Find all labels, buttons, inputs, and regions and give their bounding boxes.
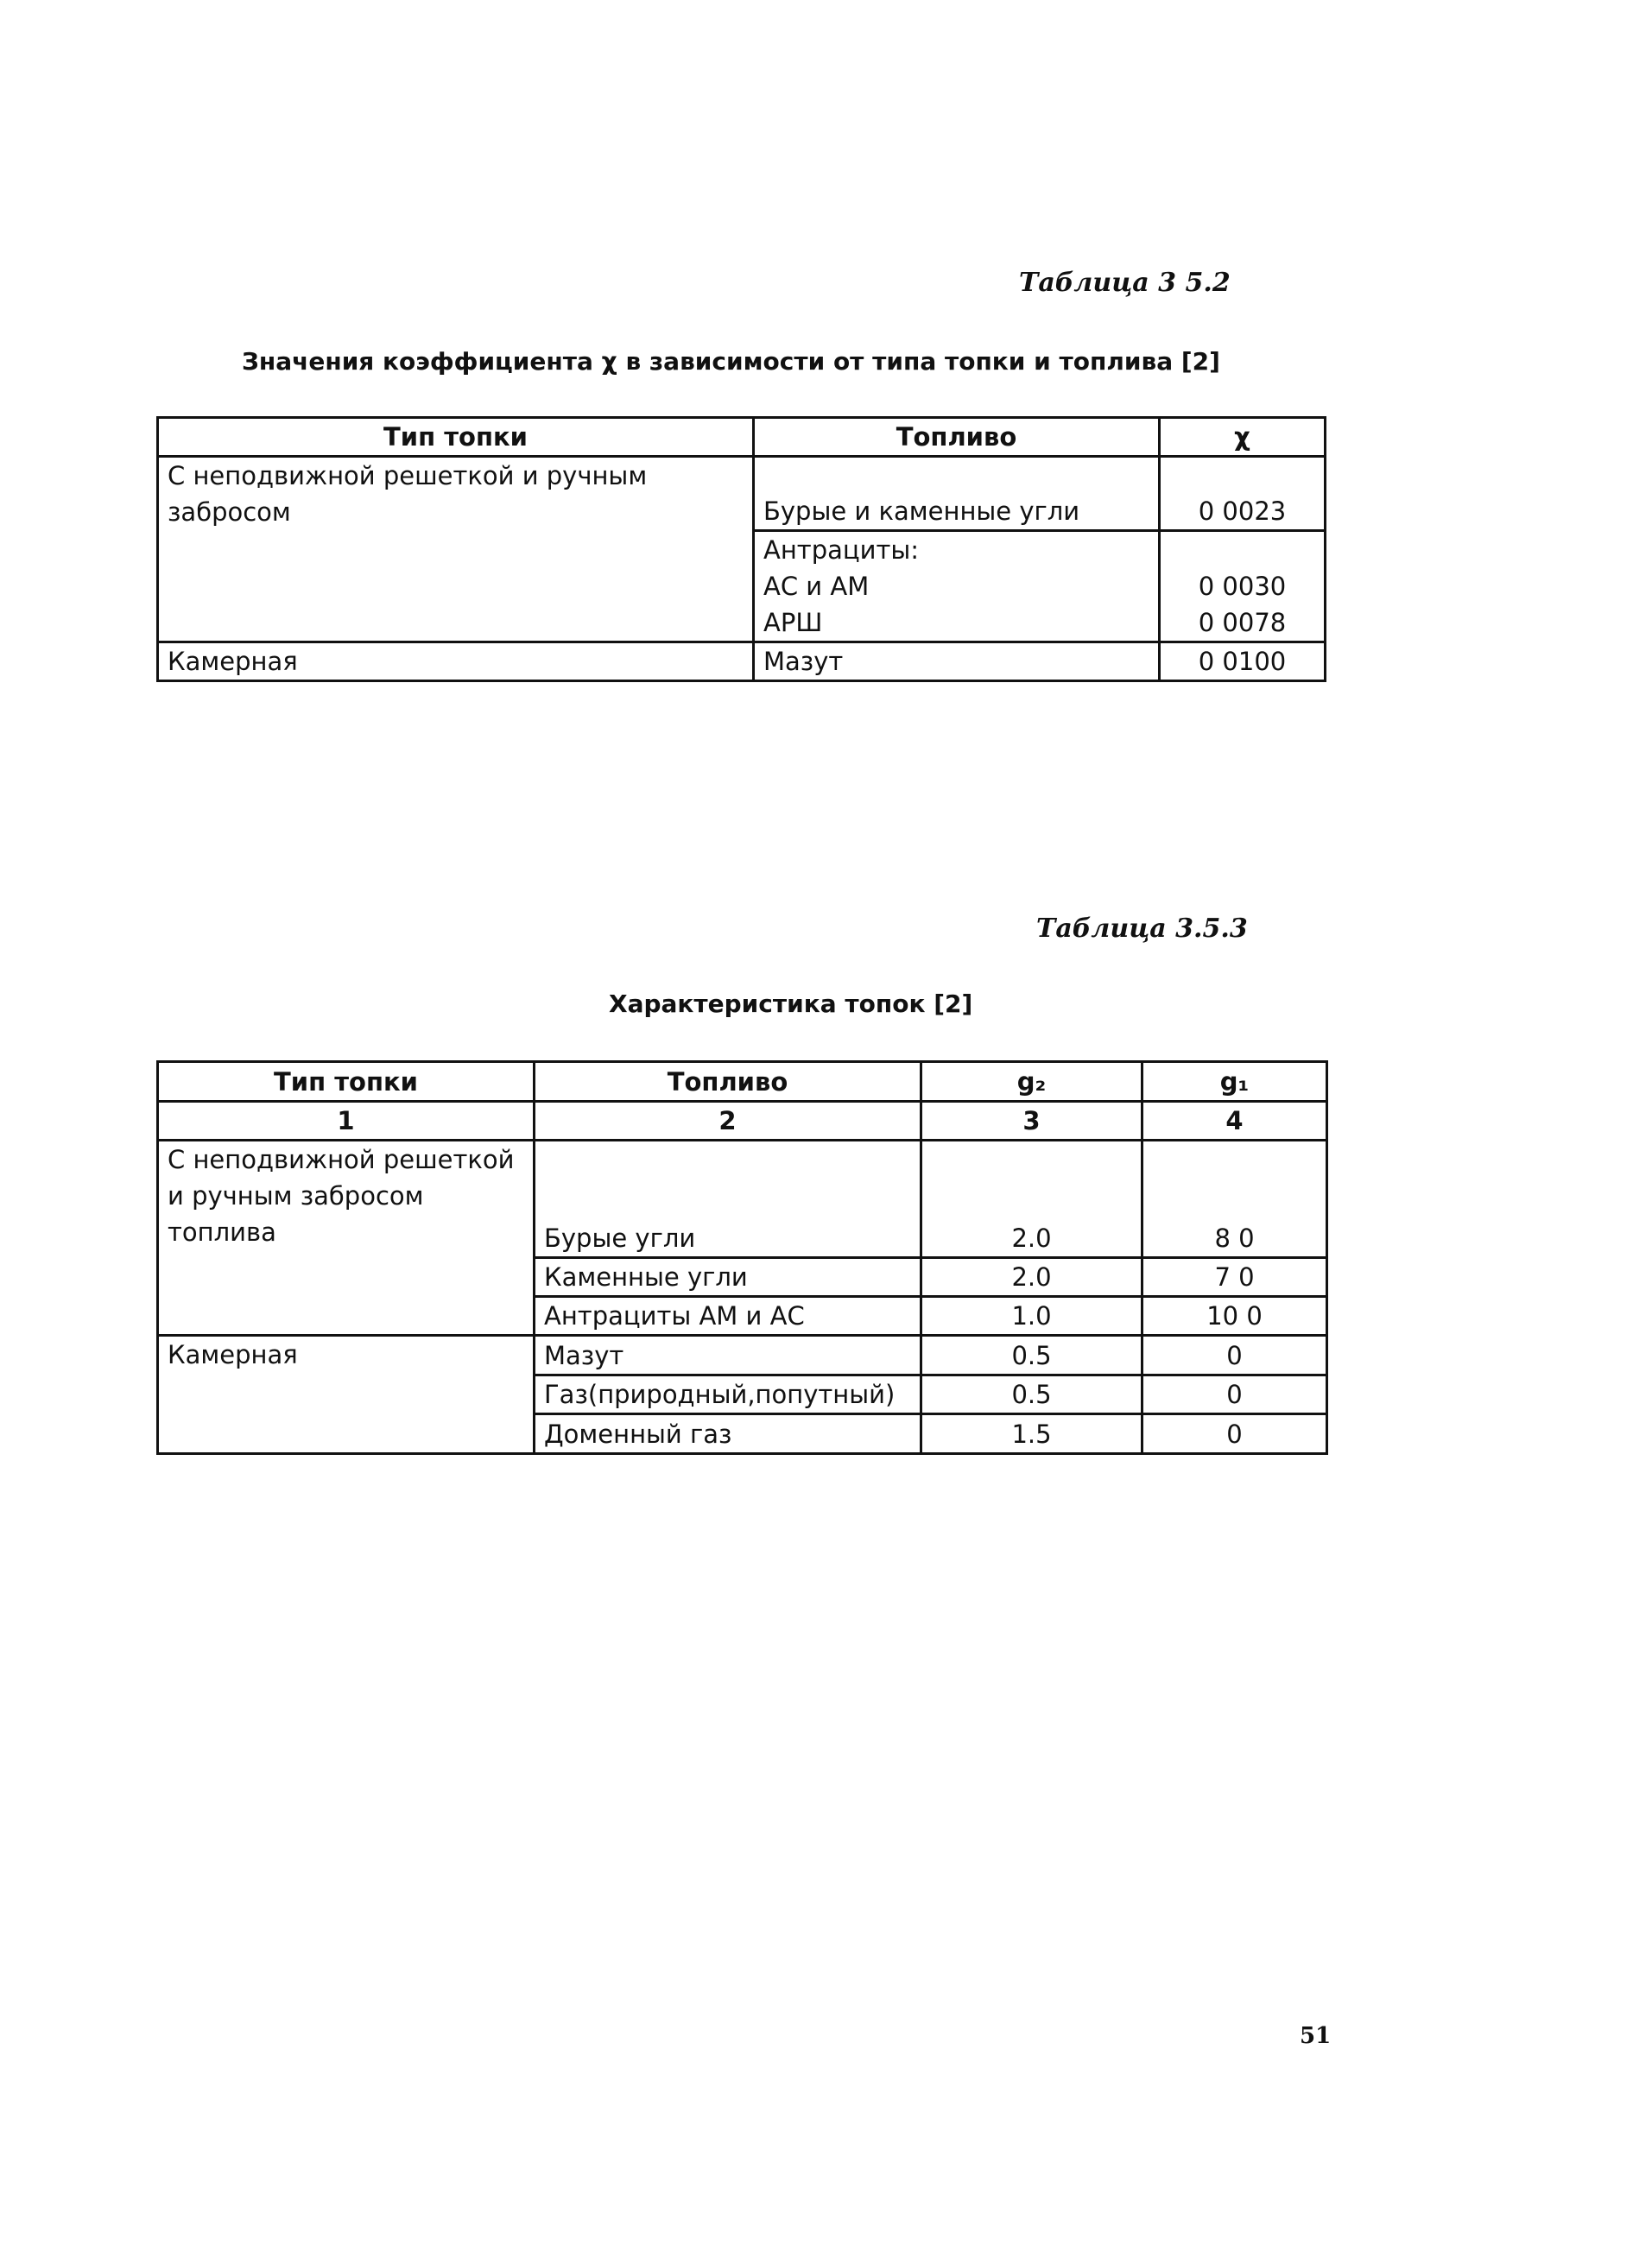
table2-row-fuel: Бурые угли (535, 1141, 921, 1258)
table1-row1-fuel-b (754, 531, 1160, 642)
table2-row-fuel: Каменные угли (535, 1258, 921, 1297)
table1-row1-values-b (1160, 531, 1326, 642)
table2-column-numbers (158, 1102, 1327, 1141)
table2-group1-type: С неподвижной решеткой и ручным забросом топлива (158, 1141, 535, 1336)
table2-row-fuel: Газ(природный,попутный) (535, 1375, 921, 1414)
table2-row-fuel: Антрациты АМ и АС (535, 1297, 921, 1336)
table1-header-row (158, 418, 1326, 457)
table2-row-g1: 0 (1142, 1375, 1327, 1414)
page-number: 51 (1300, 2023, 1332, 2049)
table1-caption: Таблица 3 5.2 (1019, 268, 1231, 298)
table1-row1-type: С неподвижной решеткой и ручным забросом (158, 457, 754, 642)
table2-caption: Таблица 3.5.3 (1036, 914, 1248, 944)
table1-row2-value: 0 0100 (1160, 642, 1326, 681)
table1-row2-type: Камерная (158, 642, 754, 681)
table-row (158, 1141, 1327, 1258)
table1-title: Значения коэффициента χ в зависимости от типа топки и топлива [2] (242, 347, 1220, 376)
table2-header-g2: g₂ (921, 1062, 1142, 1102)
table2-header-type: Тип топки (158, 1062, 535, 1102)
table1-row2-fuel: Мазут (754, 642, 1160, 681)
table1-row1-fuel-a: Бурые и каменные угли (754, 457, 1160, 531)
table2-row-g2: 1.5 (921, 1414, 1142, 1454)
table2-row-g2: 2.0 (921, 1258, 1142, 1297)
table2-row-g2: 0.5 (921, 1375, 1142, 1414)
table2-colnum-3: 3 (921, 1102, 1142, 1141)
table2-row-g1: 0 (1142, 1336, 1327, 1375)
table2-colnum-2: 2 (535, 1102, 921, 1141)
table2-row-g2: 0.5 (921, 1336, 1142, 1375)
table2-title: Характеристика топок [2] (609, 990, 973, 1018)
table2-header-g1: g₁ (1142, 1062, 1327, 1102)
table2-header-row (158, 1062, 1327, 1102)
table-row (158, 1336, 1327, 1375)
table1-row1-value-a: 0 0023 (1160, 457, 1326, 531)
table1-anthracite-as-am: АС и АМ (763, 572, 870, 601)
table2 (156, 1060, 1328, 1455)
table1-value-arsh: 0 0078 (1198, 608, 1287, 637)
table2-row-g1: 0 (1142, 1414, 1327, 1454)
table2-row-g2: 2.0 (921, 1141, 1142, 1258)
table1-value-as-am: 0 0030 (1198, 572, 1287, 601)
table1-header-type: Тип топки (158, 418, 754, 457)
table1-header-fuel: Топливо (754, 418, 1160, 457)
table2-group2-type: Камерная (158, 1336, 535, 1454)
table2-colnum-1: 1 (158, 1102, 535, 1141)
table2-row-g1: 7 0 (1142, 1258, 1327, 1297)
table2-row-g1: 10 0 (1142, 1297, 1327, 1336)
table2-colnum-4: 4 (1142, 1102, 1327, 1141)
table2-row-fuel: Доменный газ (535, 1414, 921, 1454)
table1-anthracite-heading: Антрациты: (763, 535, 920, 565)
table2-row-fuel: Мазут (535, 1336, 921, 1375)
table1 (156, 416, 1326, 682)
table-row (158, 642, 1326, 681)
table1-anthracite-arsh: АРШ (763, 608, 823, 637)
table-row (158, 457, 1326, 531)
table1-header-chi: χ (1160, 418, 1326, 457)
table2-row-g2: 1.0 (921, 1297, 1142, 1336)
table2-header-fuel: Топливо (535, 1062, 921, 1102)
table2-row-g1: 8 0 (1142, 1141, 1327, 1258)
